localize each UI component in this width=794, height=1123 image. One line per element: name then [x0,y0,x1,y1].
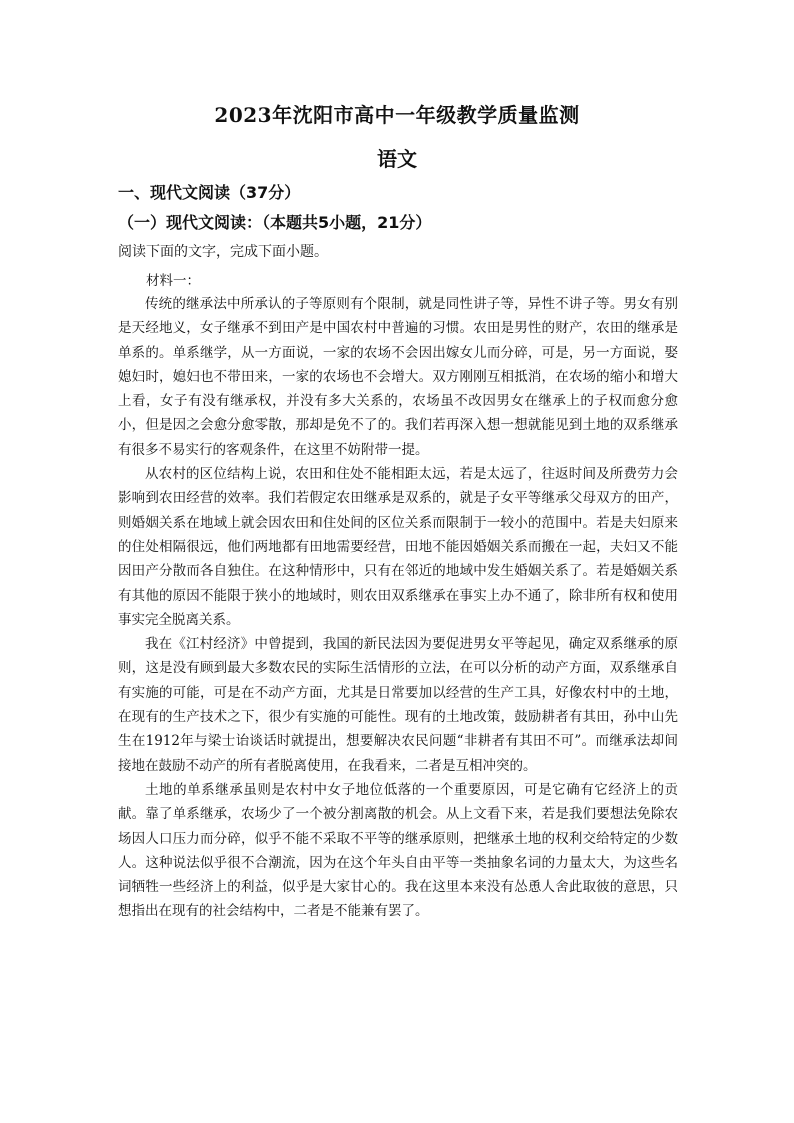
subsection-heading: （一）现代文阅读：（本题共5小题，21分） [118,213,432,232]
paragraph-2: 从农村的区位结构上说，农田和住处不能相距太远，若是太远了，往返时间及所费劳力会影响到农田经营的效率。我们若假定农田继承是双系的，就是子女平等继承父母双方的田产，则婚姻关系在地域上就会因农田和住处间的区位关系而限制于一较小的范围中。若是夫妇原来的住处相隔很远，他们两地都有田地需要经营，田地不能因婚姻关系而搬在一起，夫妇又不能因田产分散而各自独住。在这种情形中，只有在邻近的地域中发生婚姻关系了。若是婚姻关系有其他的原因不能限于狭小的地域时，则农田双系继承在事实上办不通了，除非所有权和使用事实完全脱离关系。 [118,466,678,628]
paragraph-3: 我在《江村经济》中曾提到，我国的新民法因为要促进男女平等起见，确定双系继承的原则，这是没有顾到最大多数农民的实际生活情形的立法，在可以分析的动产方面，双系继承自有实施的可能，可是在不动产方面，尤其是日常要加以经营的生产工具，好像农村中的土地，在现有的生产技术之下，很少有实施的可能性。现有的土地改策，鼓励耕者有其田，孙中山先生在1912年与梁士诒谈话时就提出，想要解决农民问题“非耕者有其田不可”。而继承法却间接地在鼓励不动产的所有者脱离使用，在我看来，二者是互相冲突的。 [118,636,678,774]
subject-title: 语文 [377,147,417,171]
paragraph-4: 土地的单系继承虽则是农村中女子地位低落的一个重要原因，可是它确有它经济上的贡献。靠了单系继承，农场少了一个被分割离散的机会。从上文看下来，若是我们要想法免除农场因人口压力而分碎，似乎不能不采取不平等的继承原则，把继承土地的权利交给特定的少数人。这种说法似乎很不合潮流，因为在这个年头自由平等一类抽象名词的力量太大，为这些名词牺牲一些经济上的利益，似乎是大家甘心的。我在这里本来没有怂恿人舍此取彼的意思，只想指出在现有的社会结构中，二者是不能兼有罢了。 [118,781,678,920]
material-label: 材料一： [146,273,200,289]
section-heading: 一、现代文阅读（37分） [118,183,301,202]
material-body [118,292,678,924]
exam-title: 2023年沈阳市高中一年级教学质量监测 [214,103,580,127]
paragraph-1: 传统的继承法中所承认的子等原则有个限制，就是同性讲子等，异性不讲子等。男女有别是天经地义，女子继承不到田产是中国农村中普遍的习惯。农田是男性的财产，农田的继承是单系的。单系继学，从一方面说，一家的农场不会因出嫁女儿而分碎，可是，另一方面说，娶媳妇时，媳妇也不带田来，一家的农场也不会增大。双方刚刚互相抵消，在农场的缩小和增大上看，女子有没有继承权，并没有多大关系的，农场虽不改因男女在继承上的子权而愈分愈小，但是因之会愈分愈零散，那却是免不了的。我们若再深入想一想就能见到土地的双系继承有很多不易实行的客观条件，在这里不妨附带一提。 [118,296,678,458]
reading-instruction: 阅读下面的文字，完成下面小题。 [118,244,328,260]
